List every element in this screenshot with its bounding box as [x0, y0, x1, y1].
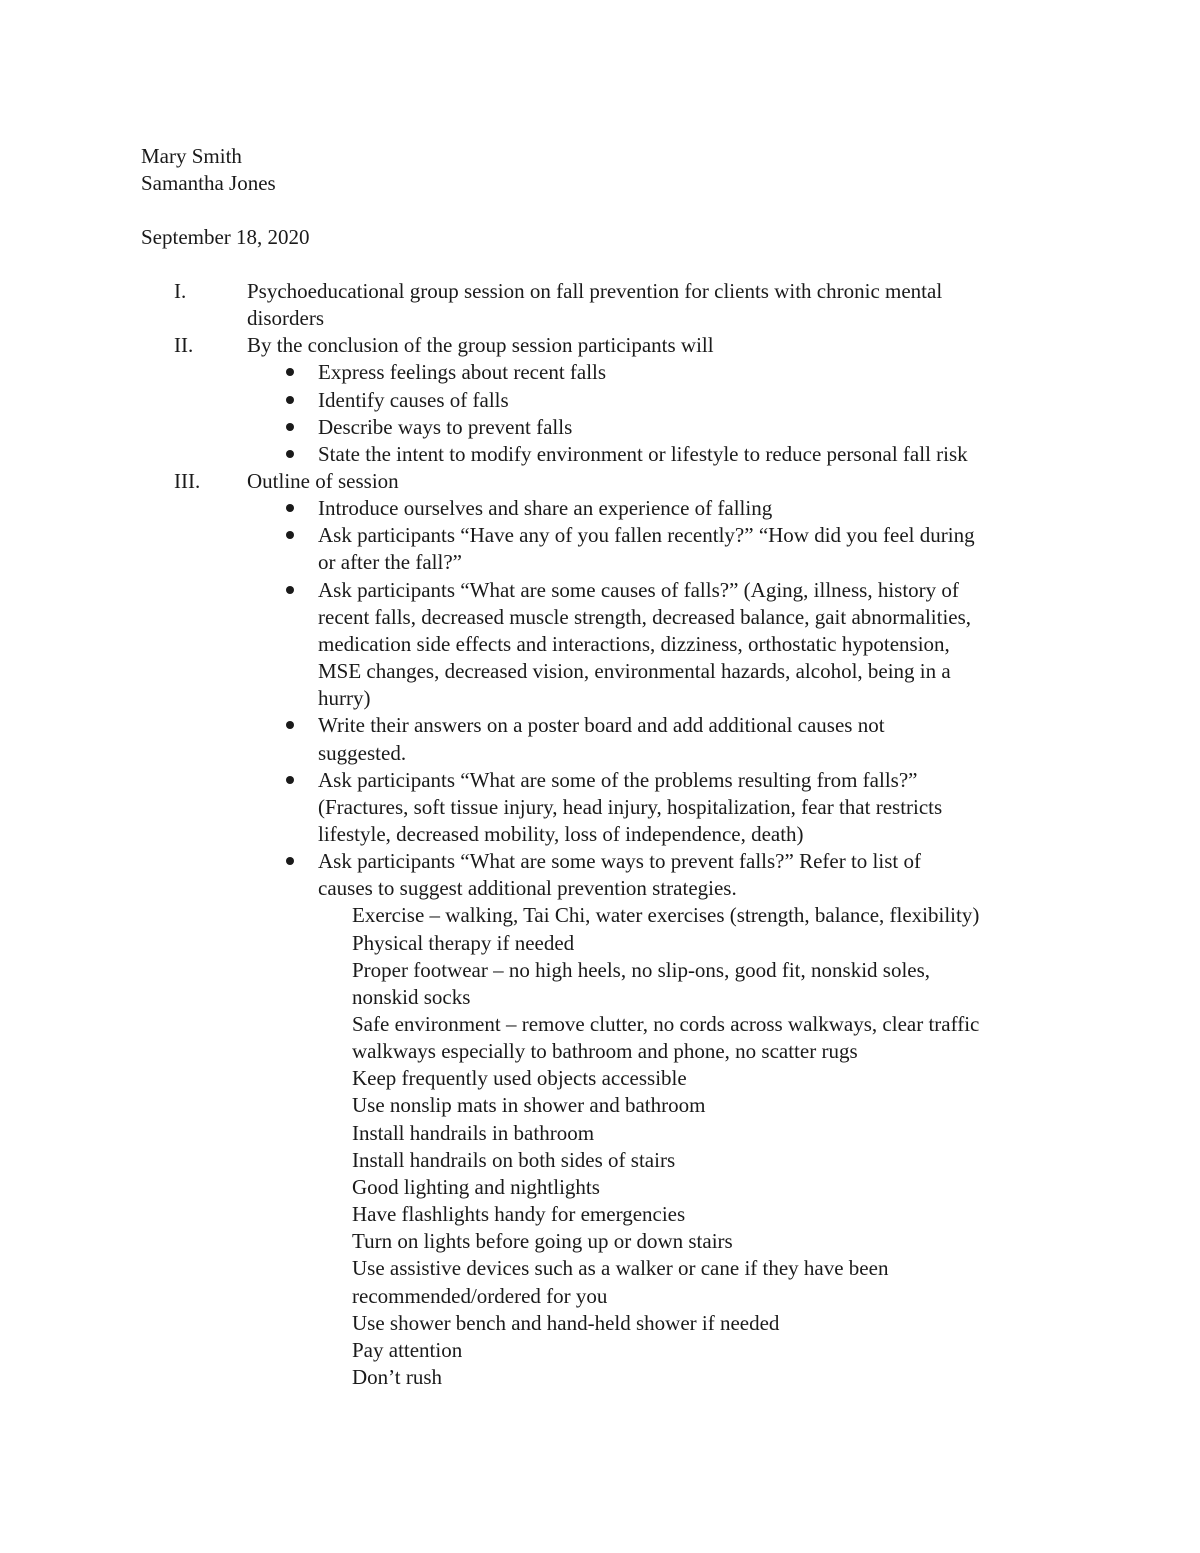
bullet-text: causes to suggest additional prevention strategies. [318, 876, 737, 900]
section-title: Outline of session [247, 469, 399, 493]
prevention-strategy: walkways especially to bathroom and phone, no scatter rugs [352, 1039, 858, 1063]
bullet-text: recent falls, decreased muscle strength, decreased balance, gait abnormalities, [318, 605, 972, 629]
prevention-strategy: recommended/ordered for you [352, 1284, 608, 1308]
bullet-text: Ask participants “Have any of you fallen recently?” “How did you feel during [318, 523, 975, 547]
prevention-strategy: Physical therapy if needed [352, 931, 575, 955]
bullet-text: Ask participants “What are some causes of falls?” (Aging, illness, history of [318, 578, 959, 602]
section-numeral: I. [174, 279, 187, 303]
bullet-icon [286, 368, 294, 376]
author-name: Mary Smith [141, 144, 242, 168]
prevention-strategy: Keep frequently used objects accessible [352, 1066, 687, 1090]
author-name: Samantha Jones [141, 171, 276, 195]
bullet-icon [286, 721, 294, 729]
bullet-icon [286, 396, 294, 404]
bullet-text: Describe ways to prevent falls [318, 415, 573, 439]
bullet-text: Write their answers on a poster board and add additional causes not [318, 713, 885, 737]
prevention-strategy: Proper footwear – no high heels, no slip-ons, good fit, nonskid soles, [352, 958, 931, 982]
bullet-text: Ask participants “What are some ways to prevent falls?” Refer to list of [318, 849, 921, 873]
prevention-strategy: Turn on lights before going up or down stairs [352, 1229, 733, 1253]
bullet-text: lifestyle, decreased mobility, loss of independence, death) [318, 822, 804, 846]
bullet-icon [286, 586, 294, 594]
bullet-text: Ask participants “What are some of the problems resulting from falls?” [318, 768, 918, 792]
bullet-text: hurry) [318, 686, 371, 710]
section-title: By the conclusion of the group session participants will [247, 333, 714, 357]
bullet-text: (Fractures, soft tissue injury, head injury, hospitalization, fear that restricts [318, 795, 943, 819]
section-numeral: III. [174, 469, 201, 493]
prevention-strategy: Exercise – walking, Tai Chi, water exercises (strength, balance, flexibility) [352, 903, 980, 927]
bullet-icon [286, 450, 294, 458]
section-title: Psychoeducational group session on fall prevention for clients with chronic mental [247, 279, 943, 303]
bullet-icon [286, 504, 294, 512]
prevention-strategy: Use nonslip mats in shower and bathroom [352, 1093, 706, 1117]
bullet-text: State the intent to modify environment or lifestyle to reduce personal fall risk [318, 442, 968, 466]
bullet-text: Express feelings about recent falls [318, 360, 607, 384]
bullet-text: suggested. [318, 741, 407, 765]
document-date: September 18, 2020 [141, 225, 310, 249]
prevention-strategy: Safe environment – remove clutter, no cords across walkways, clear traffic [352, 1012, 980, 1036]
prevention-strategy: Have flashlights handy for emergencies [352, 1202, 686, 1226]
bullet-icon [286, 531, 294, 539]
prevention-strategy: Use assistive devices such as a walker or cane if they have been [352, 1256, 889, 1280]
bullet-text: or after the fall?” [318, 550, 462, 574]
prevention-strategy: Install handrails on both sides of stairs [352, 1148, 676, 1172]
prevention-strategy: Install handrails in bathroom [352, 1121, 595, 1145]
section-numeral: II. [174, 333, 194, 357]
prevention-strategy: Pay attention [352, 1338, 463, 1362]
bullet-text: MSE changes, decreased vision, environmental hazards, alcohol, being in a [318, 659, 951, 683]
section-title: disorders [247, 306, 324, 330]
prevention-strategy: Good lighting and nightlights [352, 1175, 600, 1199]
bullet-icon [286, 857, 294, 865]
prevention-strategy: Use shower bench and hand-held shower if needed [352, 1311, 780, 1335]
prevention-strategy: nonskid socks [352, 985, 471, 1009]
bullet-text: medication side effects and interactions, dizziness, orthostatic hypotension, [318, 632, 950, 656]
bullet-text: Identify causes of falls [318, 388, 509, 412]
bullet-text: Introduce ourselves and share an experience of falling [318, 496, 773, 520]
bullet-icon [286, 423, 294, 431]
prevention-strategy: Don’t rush [352, 1365, 443, 1389]
bullet-icon [286, 776, 294, 784]
